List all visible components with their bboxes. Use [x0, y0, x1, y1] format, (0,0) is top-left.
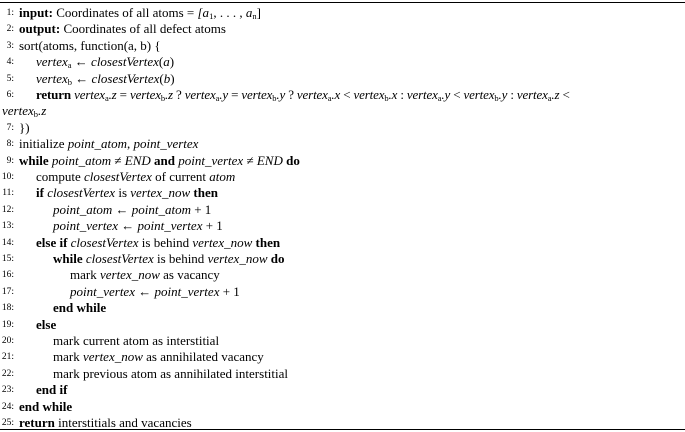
keyword: return	[19, 415, 55, 430]
code-text: })	[19, 119, 30, 135]
code-text: )	[170, 70, 175, 86]
code-text: Coordinates of all atoms =	[52, 5, 198, 20]
algorithm-line	[0, 218, 685, 234]
code-text: + 1	[190, 201, 212, 217]
line-code	[2, 103, 46, 119]
math-variable: .y	[276, 87, 286, 102]
math-variable: .z	[108, 87, 117, 102]
keyword: end while	[53, 300, 107, 316]
code-text: , . . . ,	[213, 5, 246, 20]
code-text: )	[169, 54, 175, 70]
math-variable: vertex	[129, 87, 161, 102]
algorithm-line	[0, 300, 685, 316]
keyword: and	[154, 152, 175, 168]
algorithm-line	[0, 54, 685, 70]
line-number: 24:	[1, 401, 14, 412]
algorithm-line	[0, 284, 685, 300]
algorithm-line	[0, 21, 685, 37]
math-variable: vertex_now	[207, 251, 268, 266]
line-number: 25:	[1, 418, 14, 428]
algorithm-line	[0, 87, 685, 103]
line-number: 14:	[1, 237, 14, 248]
line-number: 23:	[1, 385, 14, 396]
math-variable: a	[163, 54, 170, 70]
subscript: a	[327, 93, 332, 103]
math-variable: END	[124, 152, 151, 168]
line-code	[19, 38, 161, 54]
line-code	[36, 185, 218, 201]
keyword: if	[36, 185, 44, 201]
line-code	[19, 399, 72, 415]
line-number: 2:	[6, 24, 14, 35]
code-text: compute	[36, 169, 85, 184]
keyword: end while	[19, 398, 73, 414]
code-text: ,	[126, 136, 134, 152]
algorithm-line	[0, 235, 685, 251]
code-text: ←	[112, 201, 132, 217]
keyword: input:	[19, 5, 53, 20]
line-number: 10:	[1, 172, 14, 182]
code-text: ≠	[243, 152, 257, 168]
line-code	[70, 284, 240, 300]
code-text: <	[340, 87, 354, 102]
subscript: a	[215, 93, 220, 103]
math-variable: point_vertex	[53, 218, 118, 234]
line-number: 4:	[6, 57, 14, 68]
math-variable: .x	[388, 87, 398, 102]
code-text: as vacancy	[159, 267, 220, 283]
line-number: 6:	[6, 90, 14, 100]
keyword: then	[193, 185, 218, 201]
code-text: (	[159, 70, 164, 86]
code-text: <	[450, 87, 464, 102]
code-text: <	[559, 87, 570, 102]
line-code	[36, 235, 280, 251]
line-number: 17:	[1, 286, 14, 297]
algorithm-line	[0, 349, 685, 365]
code-text: is behind	[138, 234, 193, 250]
math-variable: closestVertex	[47, 185, 116, 201]
algorithm-line	[0, 382, 685, 398]
keyword: else	[36, 316, 57, 332]
algorithm-line	[0, 185, 685, 201]
math-variable: closestVertex	[85, 251, 154, 266]
math-variable: .y	[498, 87, 508, 102]
code-text: ]	[256, 5, 261, 20]
line-number: 19:	[1, 319, 14, 330]
code-text: =	[116, 87, 130, 102]
keyword: do	[286, 152, 300, 168]
math-variable: vertex	[241, 87, 273, 102]
math-variable: point_atom	[131, 201, 191, 217]
line-number: 12:	[1, 204, 14, 215]
algorithm-line	[0, 5, 685, 21]
code-text: Coordinates of all defect atoms	[60, 21, 226, 37]
line-code	[70, 267, 220, 283]
math-variable: .y	[441, 87, 451, 102]
algorithm-line	[0, 136, 685, 152]
math-variable: vertex	[296, 87, 328, 102]
math-variable: point_vertex	[137, 218, 203, 234]
algorithm-line	[0, 251, 685, 267]
code-text: mark	[70, 267, 100, 283]
line-code	[19, 136, 198, 152]
math-variable: atom	[209, 169, 236, 184]
line-code	[19, 21, 226, 37]
code-text: mark	[53, 349, 83, 365]
math-variable: point_vertex	[178, 152, 244, 168]
math-variable: closestVertex	[91, 70, 160, 86]
math-variable: vertex_now	[99, 267, 160, 283]
math-variable: point_vertex	[133, 136, 199, 152]
code-text: (	[158, 54, 164, 70]
code-text: ←	[117, 218, 138, 234]
math-variable: point_vertex	[70, 283, 135, 299]
algorithm-line	[0, 399, 685, 415]
code-text: + 1	[219, 283, 240, 299]
algorithm-line	[0, 103, 685, 119]
math-variable: [a	[197, 5, 210, 20]
line-number: 22:	[1, 368, 14, 379]
line-number: 16:	[1, 270, 14, 281]
code-text: mark previous atom as annihilated interstitial	[53, 365, 289, 381]
subscript: b	[160, 93, 165, 103]
keyword: end if	[36, 382, 68, 398]
math-variable: point_vertex	[154, 283, 220, 299]
keyword: while	[53, 251, 83, 266]
algorithm-line	[0, 71, 685, 87]
code-text: as annihilated vacancy	[142, 349, 264, 365]
subscript: n	[252, 11, 257, 21]
math-variable: vertex	[36, 70, 68, 86]
math-variable: vertex	[463, 87, 495, 102]
keyword: then	[255, 234, 281, 250]
bottom-rule	[0, 429, 685, 430]
line-code	[53, 218, 223, 234]
code-text: ?	[285, 87, 297, 102]
line-code	[36, 382, 67, 398]
code-text: is behind	[153, 251, 208, 266]
math-variable: a	[245, 5, 253, 20]
math-variable: vertex	[36, 54, 68, 70]
line-number: 8:	[6, 139, 14, 150]
code-text: ←	[72, 70, 92, 86]
algorithm-line	[0, 153, 685, 169]
math-variable: point_atom	[67, 136, 127, 152]
code-text: ?	[172, 87, 185, 102]
top-rule	[0, 2, 685, 3]
line-number: 3:	[6, 40, 14, 51]
keyword: output:	[19, 21, 61, 37]
math-variable: END	[256, 152, 283, 168]
line-code	[36, 317, 56, 333]
line-number: 13:	[1, 221, 14, 232]
line-number: 21:	[1, 352, 14, 363]
code-text: ←	[134, 283, 155, 299]
math-variable: vertex	[406, 87, 438, 102]
subscript: b	[67, 76, 73, 87]
algorithm-line	[0, 38, 685, 54]
line-code	[53, 251, 284, 267]
algorithm-line	[0, 317, 685, 333]
line-code	[36, 54, 174, 70]
algorithm-line	[0, 169, 685, 185]
math-variable: .z	[551, 87, 560, 102]
algorithm-line	[0, 333, 685, 349]
code-text: interstitials and vacancies	[54, 415, 192, 430]
math-variable: vertex_now	[130, 185, 191, 201]
math-variable: vertex	[353, 87, 385, 102]
math-variable: .z	[38, 103, 47, 119]
math-variable: closestVertex	[84, 169, 152, 184]
code-text: + 1	[202, 218, 223, 234]
math-variable: point_atom	[51, 152, 112, 168]
subscript: a	[437, 93, 442, 103]
math-variable: vertex	[74, 87, 105, 102]
code-text: of current	[151, 169, 210, 184]
line-code	[53, 349, 264, 365]
math-variable: b	[163, 70, 171, 86]
math-variable: vertex	[2, 103, 34, 119]
code-text: mark current atom as interstitial	[53, 333, 220, 348]
math-variable: vertex_now	[192, 234, 253, 250]
code-text: ←	[71, 54, 92, 70]
subscript: b	[494, 93, 499, 103]
subscript: a	[104, 93, 109, 103]
code-text: :	[507, 87, 517, 102]
line-number: 1:	[6, 8, 14, 18]
code-text: :	[397, 87, 407, 102]
code-text: sort(atoms, function(a, b) {	[19, 37, 161, 53]
subscript: b	[272, 93, 277, 103]
line-code	[53, 333, 219, 349]
keyword: do	[270, 251, 285, 266]
math-variable: vertex_now	[82, 349, 143, 365]
line-number: 9:	[6, 155, 14, 166]
code-text: initialize	[19, 136, 68, 152]
math-variable: closestVertex	[70, 234, 139, 250]
line-number: 18:	[1, 303, 14, 314]
subscript: a	[67, 60, 72, 71]
line-code	[19, 5, 261, 21]
line-code	[19, 120, 30, 136]
math-variable: closestVertex	[91, 54, 159, 70]
algorithm-line	[0, 120, 685, 136]
math-variable: vertex	[184, 87, 216, 102]
math-variable: .x	[331, 87, 341, 102]
subscript: a	[547, 93, 552, 103]
code-text: ≠	[111, 152, 125, 168]
line-code	[53, 366, 288, 382]
subscript: b	[384, 93, 389, 103]
subscript: 1	[209, 11, 214, 21]
math-variable: .z	[164, 87, 173, 102]
math-variable: point_atom	[53, 201, 113, 217]
line-number: 11:	[2, 188, 14, 199]
algorithm-line	[0, 202, 685, 218]
line-number: 15:	[1, 254, 14, 264]
keyword: else if	[36, 234, 68, 250]
line-number: 5:	[6, 73, 14, 84]
math-variable: .y	[219, 87, 228, 102]
keyword: while	[19, 152, 49, 168]
line-code	[36, 87, 570, 103]
algorithm-line	[0, 267, 685, 283]
algorithm-line	[0, 366, 685, 382]
line-code	[36, 71, 175, 87]
line-number: 20:	[1, 336, 14, 346]
code-text: is	[115, 185, 131, 201]
line-code	[53, 202, 211, 218]
line-code	[53, 300, 106, 316]
line-number: 7:	[6, 122, 14, 133]
keyword: return	[36, 87, 71, 102]
subscript: b	[33, 109, 39, 120]
code-text: =	[228, 87, 242, 102]
line-code	[19, 153, 300, 169]
math-variable: vertex	[516, 87, 548, 102]
line-code	[36, 169, 235, 185]
